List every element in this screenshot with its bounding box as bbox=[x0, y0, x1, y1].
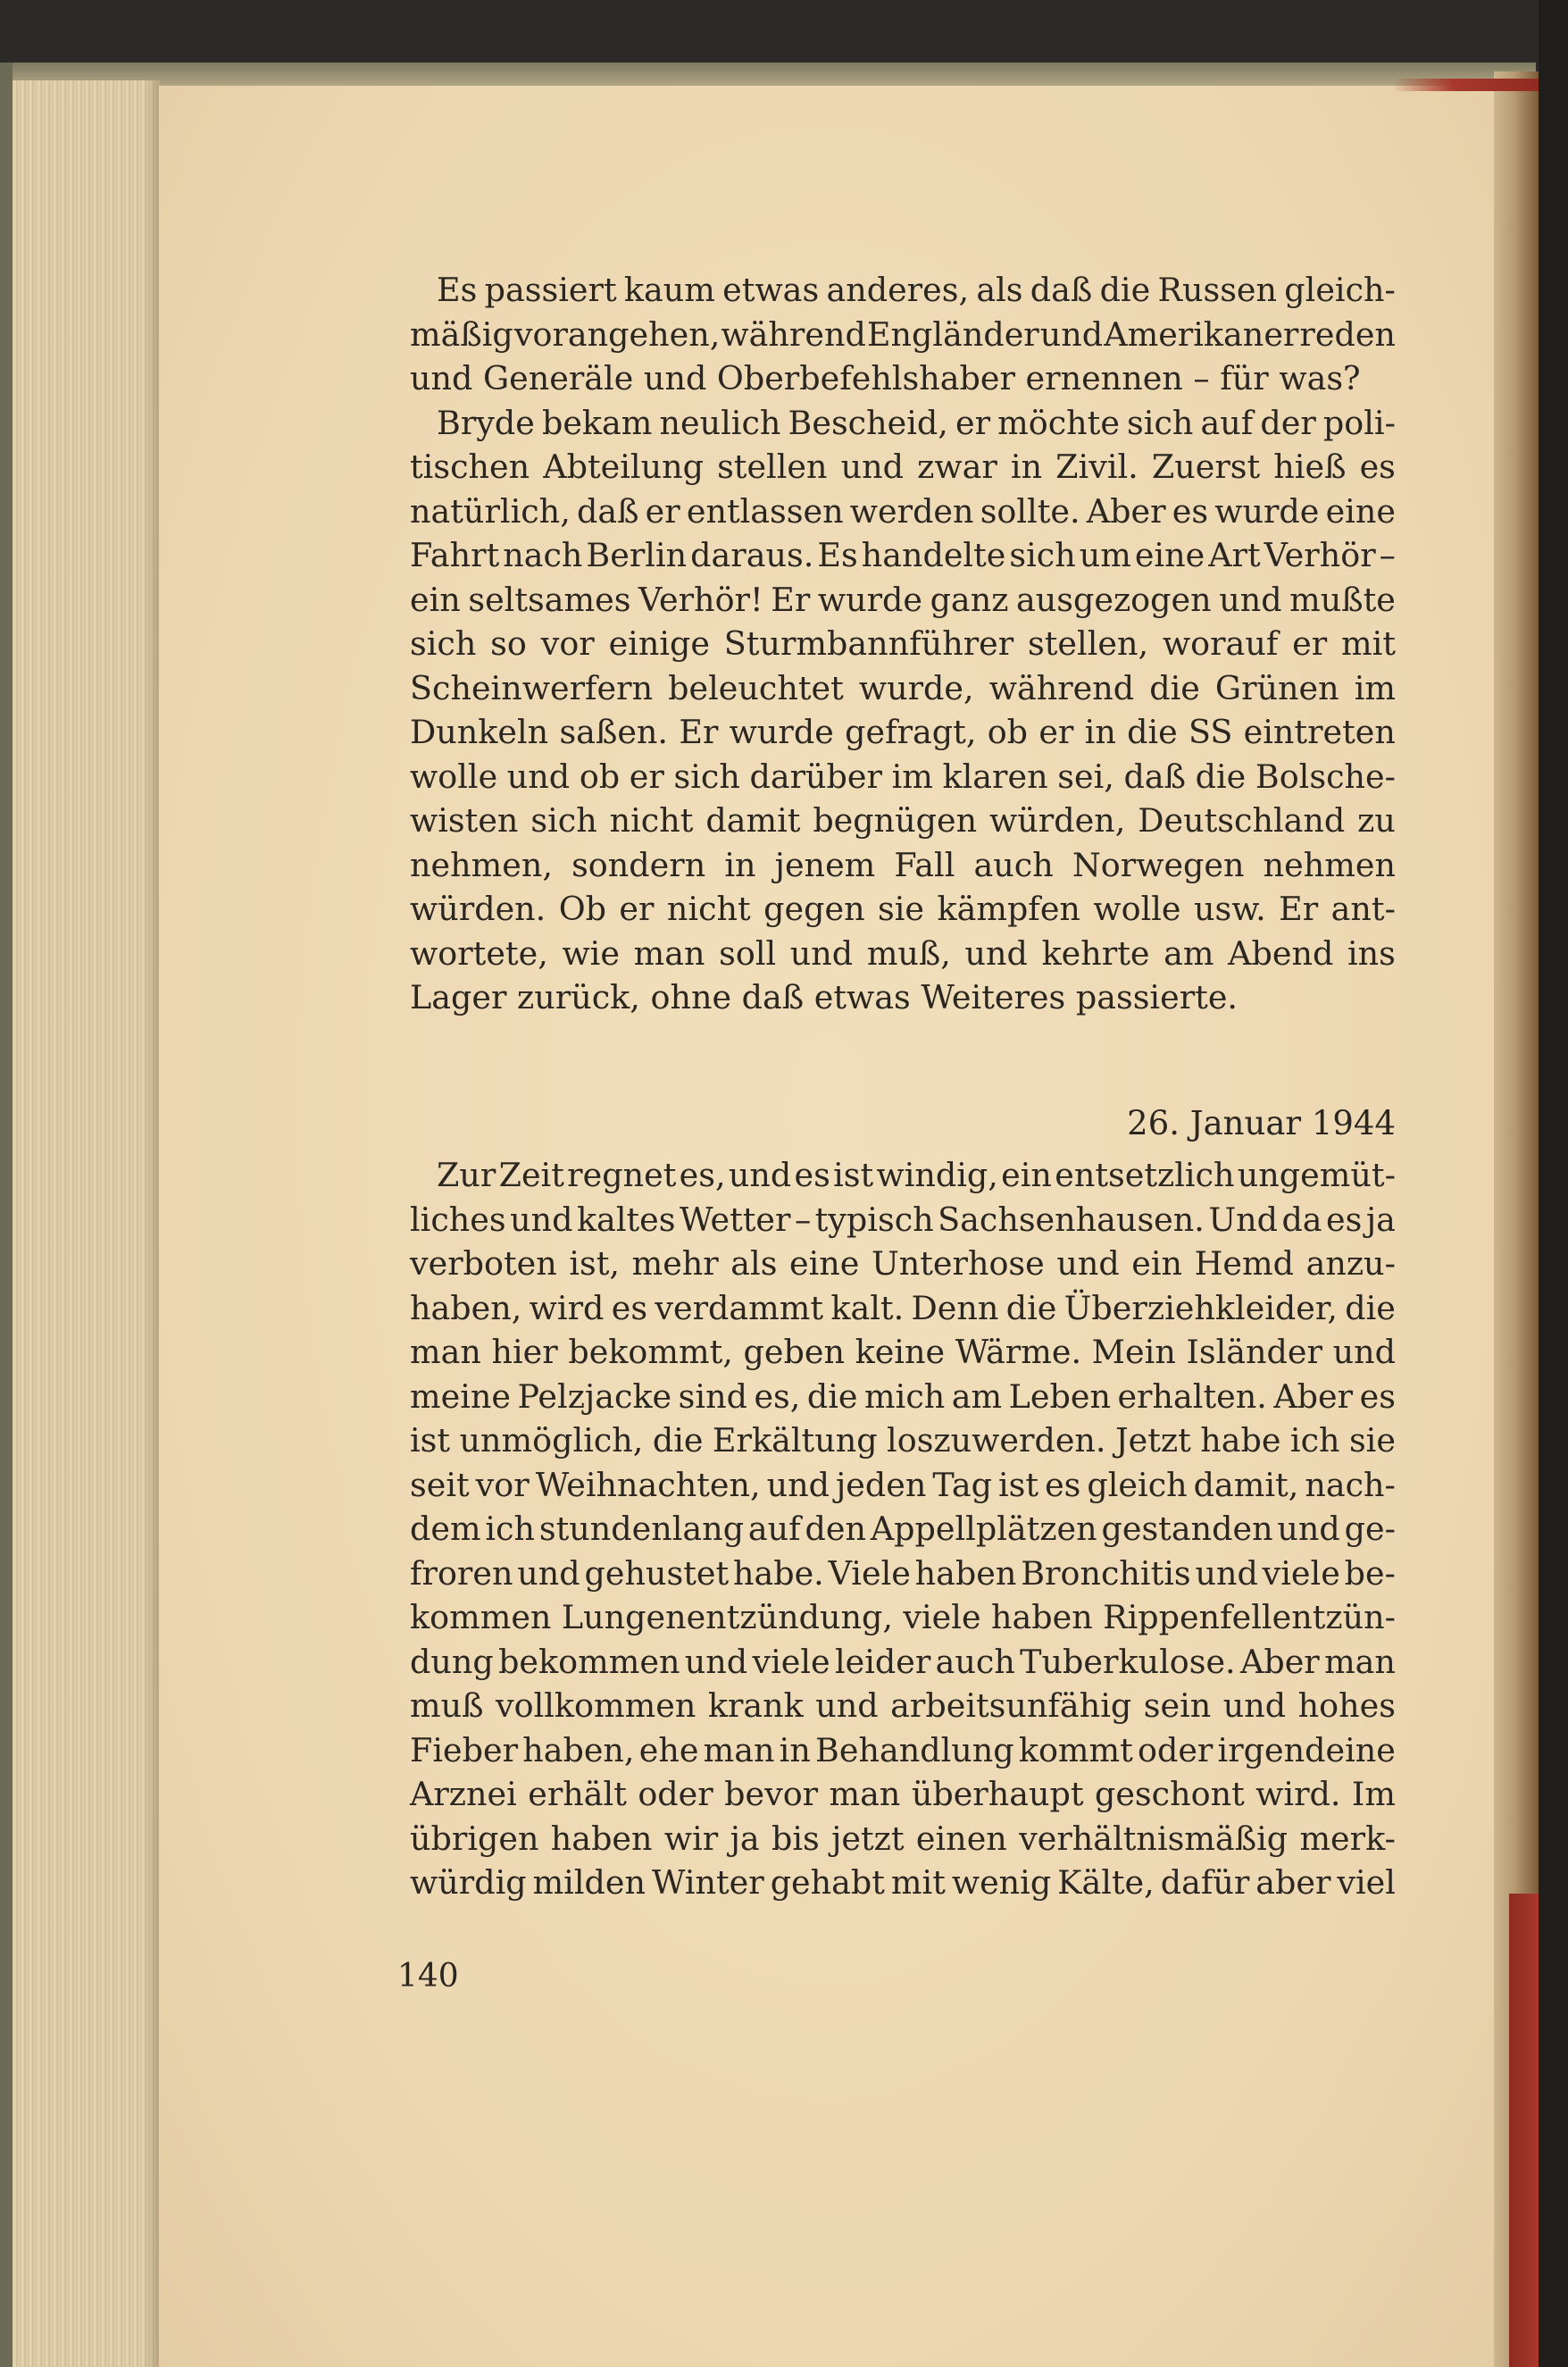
text-line: meine Pelzjacke sind es, die mich am Leben erhalten. Aber es bbox=[410, 1376, 1396, 1416]
text-line: würdig milden Winter gehabt mit wenig Kälte, dafür aber viel bbox=[410, 1863, 1396, 1902]
text-line: mäßig vorangehen, während Engländer und Amerikaner reden bbox=[410, 314, 1396, 354]
text-line: Fieber haben, ehe man in Behandlung kommt oder irgendeine bbox=[410, 1730, 1396, 1769]
body-text-top bbox=[410, 268, 1396, 1020]
text-line: würden. Ob er nicht gegen sie kämpfen wolle usw. Er ant- bbox=[410, 890, 1396, 928]
text-line: Arznei erhält oder bevor man überhaupt geschont wird. Im bbox=[410, 1775, 1396, 1813]
text-line: Fahrt nach Berlin daraus. Es handelte sich um eine Art Verhör – bbox=[410, 536, 1396, 574]
text-line: ein seltsames Verhör! Er wurde ganz ausgezogen und mußte bbox=[410, 580, 1396, 619]
binding-red-band-top bbox=[1393, 79, 1545, 91]
diary-entry-date: 26. Januar 1944 bbox=[1127, 1104, 1396, 1142]
text-line: wolle und ob er sich darüber im klaren sei, daß die Bolsche- bbox=[410, 757, 1396, 796]
text-line: Dunkeln saßen. Er wurde gefragt, ob er in die SS eintreten bbox=[410, 713, 1396, 751]
text-line: wortete, wie man soll und muß, und kehrte am Abend ins bbox=[410, 933, 1396, 973]
text-line: liches und kaltes Wetter – typisch Sachsenhausen. Und da es ja bbox=[410, 1200, 1396, 1239]
text-line: dung bekommen und viele leider auch Tuberkulose. Aber man bbox=[410, 1642, 1396, 1681]
text-line: verboten ist, mehr als eine Unterhose und ein Hemd anzu- bbox=[410, 1244, 1396, 1283]
text-line: übrigen haben wir ja bis jetzt einen verhältnismäßig merk- bbox=[410, 1819, 1396, 1858]
text-line: und Generäle und Oberbefehlshaber ernennen – für was? bbox=[410, 359, 1361, 397]
text-line: Es passiert kaum etwas anderes, als daß die Russen gleich- bbox=[437, 271, 1396, 309]
text-line: froren und gehustet habe. Viele haben Bronchitis und viele be- bbox=[410, 1553, 1396, 1593]
page-stack-edges bbox=[13, 80, 160, 2367]
text-line: dem ich stundenlang auf den Appellplätzen gestanden und ge- bbox=[410, 1510, 1396, 1548]
text-line: tischen Abteilung stellen und zwar in Zivil. Zuerst hieß es bbox=[410, 447, 1396, 486]
text-line: Bryde bekam neulich Bescheid, er möchte sich auf der poli- bbox=[437, 403, 1396, 442]
text-line: muß vollkommen krank und arbeitsunfähig sein und hohes bbox=[410, 1686, 1396, 1725]
scan-background-right bbox=[1539, 0, 1568, 2367]
text-line: nehmen, sondern in jenem Fall auch Norwegen nehmen bbox=[410, 845, 1396, 884]
text-line: seit vor Weihnachten, und jeden Tag ist es gleich damit, nach- bbox=[410, 1465, 1396, 1504]
text-line: kommen Lungenentzündung, viele haben Rippenfellentzün- bbox=[410, 1598, 1396, 1636]
text-line: Scheinwerfern beleuchtet wurde, während die Grünen im bbox=[410, 668, 1396, 707]
page-number: 140 bbox=[397, 1958, 459, 1995]
text-line: haben, wird es verdammt kalt. Denn die Überziehkleider, die bbox=[410, 1288, 1396, 1327]
text-line: Zur Zeit regnet es, und es ist windig, ein entsetzlich ungemüt- bbox=[437, 1156, 1396, 1194]
text-line: ist unmöglich, die Erkältung loszuwerden. Jetzt habe ich sie bbox=[410, 1421, 1396, 1460]
book-cover-left-edge bbox=[0, 63, 13, 2367]
text-line: natürlich, daß er entlassen werden sollte. Aber es wurde eine bbox=[410, 491, 1396, 531]
body-text-bottom bbox=[410, 1153, 1396, 1905]
text-line: Lager zurück, ohne daß etwas Weiteres passierte. bbox=[410, 978, 1239, 1016]
text-line: man hier bekommt, geben keine Wärme. Mein Isländer und bbox=[410, 1333, 1396, 1371]
text-line: sich so vor einige Sturmbannführer stellen, worauf er mit bbox=[410, 624, 1396, 663]
text-line: wisten sich nicht damit begnügen würden, Deutschland zu bbox=[410, 801, 1396, 840]
